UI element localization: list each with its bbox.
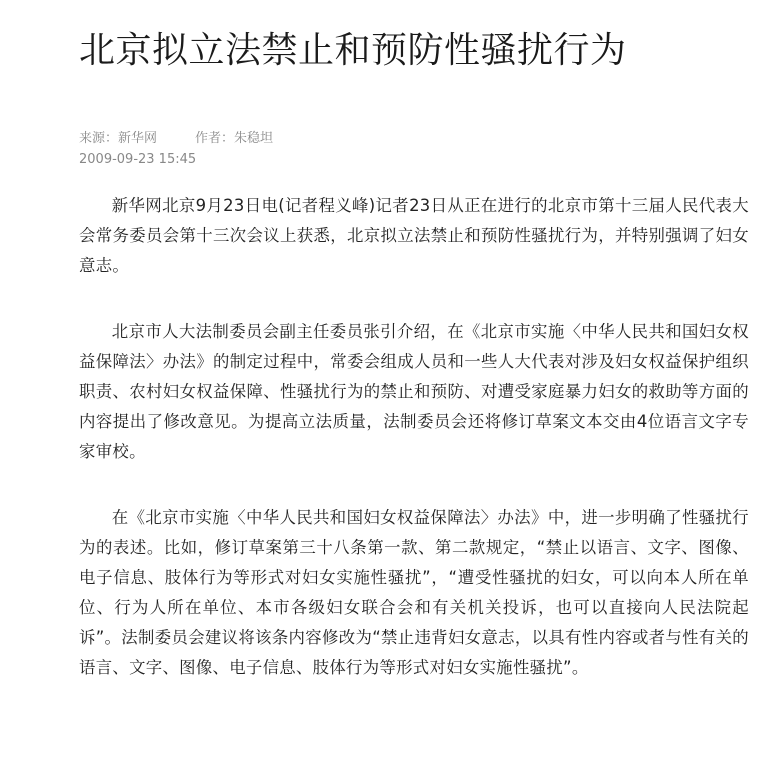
publish-datetime: 2009-09-23 15:45 xyxy=(79,152,197,167)
article-title: 北京拟立法禁止和预防性骚扰行为 xyxy=(79,30,627,71)
source-block xyxy=(79,128,157,149)
paragraph: 新华网北京9月23日电(记者程义峰)记者23日从正在进行的北京市第十三届人民代表大会常务委员会第十三次会议上获悉，北京拟立法禁止和预防性骚扰行为，并特别强调了妇女意志。 xyxy=(79,196,749,275)
meta-source-author-row xyxy=(79,128,749,149)
author-block xyxy=(195,128,273,149)
author-label: 作者： xyxy=(195,131,235,146)
source-value: 新华网 xyxy=(118,131,158,146)
article-body xyxy=(79,191,749,683)
author-value: 朱稳坦 xyxy=(234,131,274,146)
paragraph: 在《北京市实施〈中华人民共和国妇女权益保障法〉办法》中，进一步明确了性骚扰行为的表述。比如，修订草案第三十八条第一款、第二款规定，“禁止以语言、文字、图像、电子信息、肢体行为等形式对妇女实施性骚扰”，“遭受性骚扰的妇女，可以向本人所在单位、行为人所在单位、本市各级妇女联合会和有关机关投诉，也可以直接向人民法院起诉”。法制委员会建议将该条内容修改为“禁止违背妇女意志，以具有性内容或者与性有关的语言、文字、图像、电子信息、肢体行为等形式对妇女实施性骚扰”。 xyxy=(79,508,749,677)
article-meta xyxy=(79,128,749,170)
paragraph: 北京市人大法制委员会副主任委员张引介绍，在《北京市实施〈中华人民共和国妇女权益保障法〉办法》的制定过程中，常委会组成人员和一些人大代表对涉及妇女权益保护组织职责、农村妇女权益保障、性骚扰行为的禁止和预防、对遭受家庭暴力妇女的救助等方面的内容提出了修改意见。为提高立法质量，法制委员会还将修订草案文本交由4位语言文字专家审校。 xyxy=(79,322,749,461)
source-label: 来源： xyxy=(79,131,119,146)
article xyxy=(79,0,749,719)
